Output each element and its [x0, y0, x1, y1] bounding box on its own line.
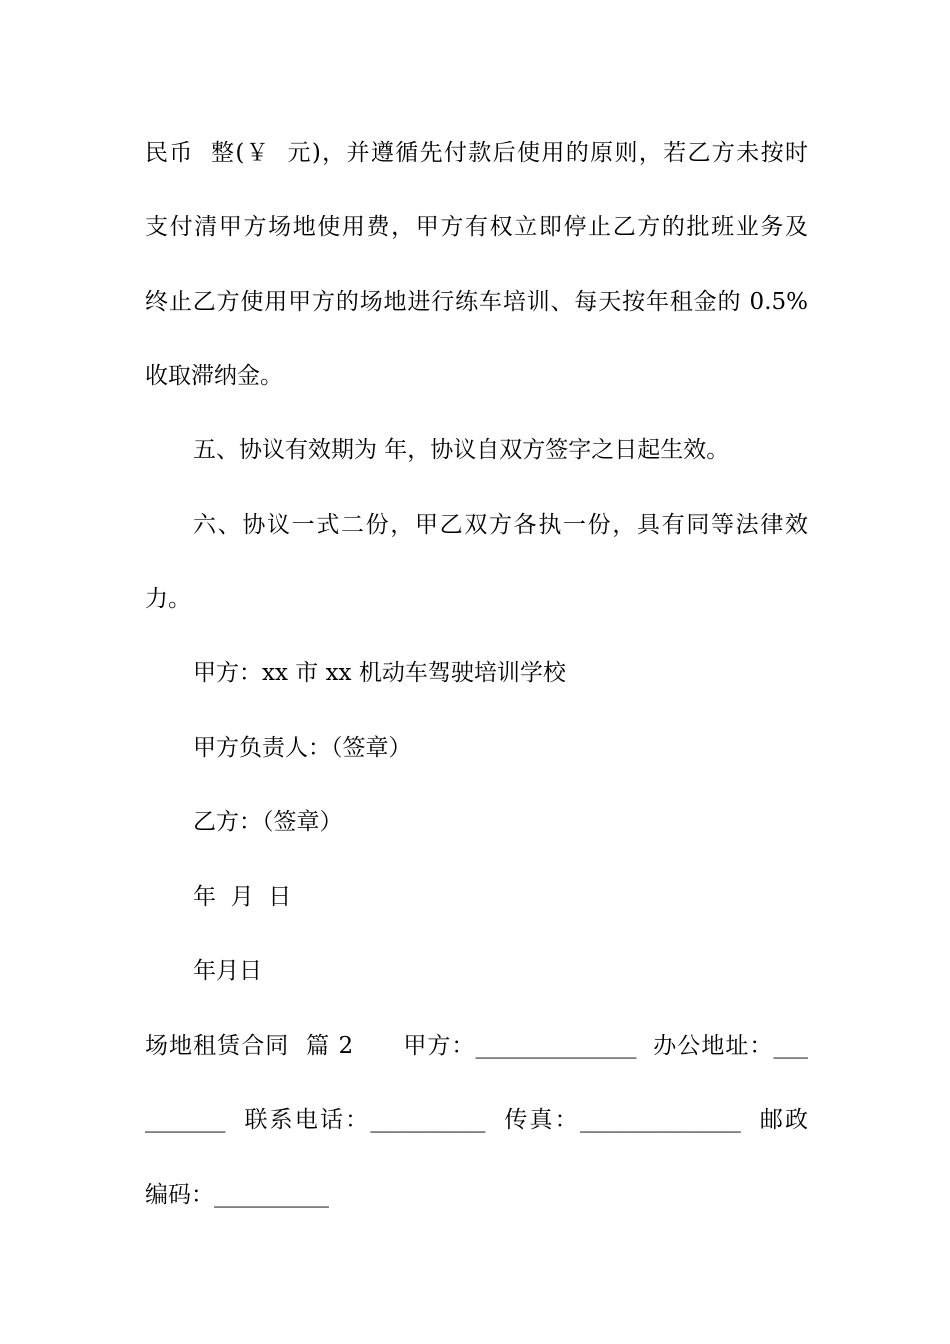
paragraph-line: 民币 整(￥ 元)，并遵循先付款后使用的原则，若乙方未按时 [145, 140, 808, 166]
postal-code-line: 编码：__________ [145, 1182, 329, 1208]
paragraph-line: 力。 [145, 586, 191, 612]
date-line: 年 月 日 [193, 884, 292, 910]
date-line: 年月日 [193, 958, 262, 984]
party-b-signature: 乙方：（签章） [193, 809, 343, 835]
party-a-name: 甲方：xx 市 xx 机动车驾驶培训学校 [193, 660, 566, 686]
paragraph-line: 收取滞纳金。 [145, 363, 283, 389]
clause-five: 五、协议有效期为 年，协议自双方签字之日起生效。 [193, 437, 730, 463]
paragraph-line: 终止乙方使用甲方的场地进行练车培训、每天按年租金的 0.5% [145, 289, 808, 315]
contact-info-line: _______ 联系电话：__________ 传真：______________ 邮政 [145, 1107, 808, 1133]
paragraph-line: 支付清甲方场地使用费，甲方有权立即停止乙方的批班业务及 [145, 214, 808, 240]
party-a-representative: 甲方负责人：（签章） [193, 735, 412, 761]
clause-six: 六、协议一式二份，甲乙双方各执一份，具有同等法律效 [193, 512, 808, 538]
contract-heading-line: 场地租赁合同 篇 2 甲方：______________ 办公地址：___ [145, 1033, 808, 1059]
